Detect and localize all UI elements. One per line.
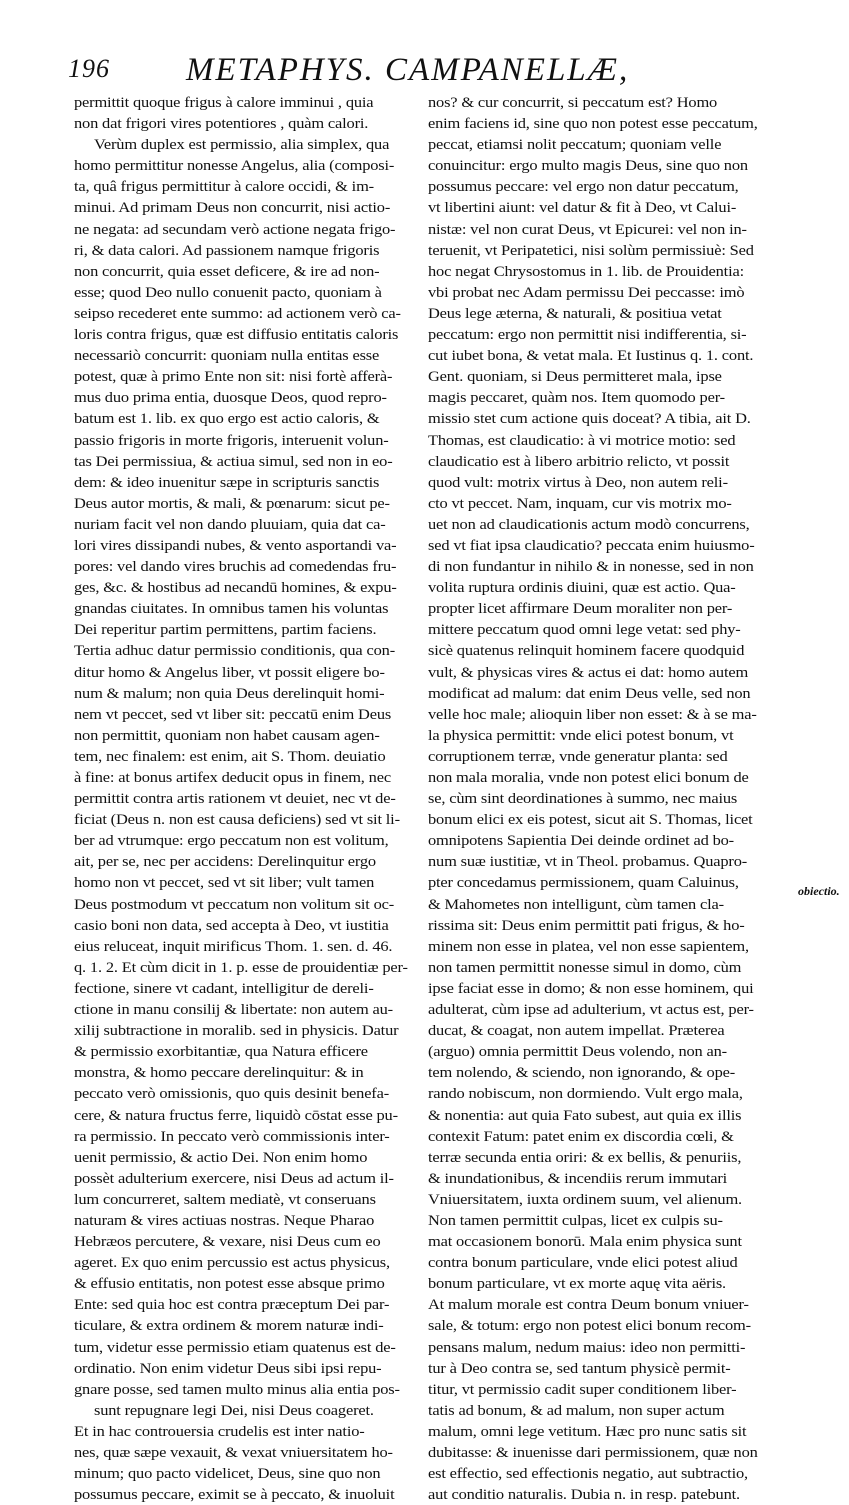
text-line: mus duo prima entia, duosque Deos, quod repro- xyxy=(74,389,387,407)
text-line: minem non esse in platea, vel non esse sapientem, xyxy=(428,937,749,955)
text-line: uenit permissio, & actio Dei. Non enim homo xyxy=(74,1148,368,1166)
text-line: ducat, & coagat, non autem impellat. Præterea xyxy=(428,1022,725,1040)
text-line: sale, & totum: ergo non potest elici bonum recom- xyxy=(428,1317,751,1335)
text-line: nes, quæ sæpe vexauit, & vexat vniuersitatem ho- xyxy=(74,1444,393,1461)
text-line: claudicatio est à libero arbitrio relicto, vt possit xyxy=(428,452,730,470)
text-line: Thomas, est claudicatio: à vi motrice motio: sed xyxy=(428,431,736,449)
text-line: non permittit, quoniam non habet causam agen- xyxy=(74,726,380,744)
text-line: tas Dei permissiua, & actiua simul, sed non in eo- xyxy=(74,452,393,470)
text-line: terræ secunda entia oriri: & ex bellis, & penuriis, xyxy=(428,1148,742,1166)
text-line: naturam & vires actiuas nostras. Neque Pharao xyxy=(74,1211,375,1229)
text-line: ticulare, & extra ordinem & morem naturæ indi- xyxy=(74,1317,384,1335)
text-line: cere, & natura fructus ferre, liquidò cōstat esse pu- xyxy=(74,1106,398,1124)
text-line: contexit Fatum: patet enim ex discordia cœli, & xyxy=(428,1127,734,1145)
text-line: Hebræos percutere, & vexare, nisi Deus cum eo xyxy=(74,1233,381,1251)
text-line: non mala moralia, vnde non potest elici bonum de xyxy=(428,769,749,786)
text-line: ficiat (Deus n. non est causa deficiens) sed vt sit li- xyxy=(74,811,400,829)
text-line: conuincitur: ergo multo magis Deus, sine quo non xyxy=(428,157,748,175)
text-line: & effusio entitatis, non potest esse absque primo xyxy=(74,1275,385,1293)
text-line: sicè quatenus relinquit hominem facere quodquid xyxy=(428,642,745,660)
text-line: volita ruptura ordinis diuini, quæ est actio. Qua- xyxy=(428,579,736,597)
text-line: sed vt fiat ipsa claudicatio? peccata enim huiusmo- xyxy=(428,536,755,554)
text-line: lori vires dissipandi nubes, & vento asportandi va- xyxy=(74,536,397,554)
text-line: loris contra frigus, quæ est diffusio entitatis caloris xyxy=(74,326,399,344)
text-line: minui. Ad primam Deus non concurrit, nisi actio- xyxy=(74,199,391,217)
text-line: ordinatio. Non enim videtur Deus sibi ipsi repu- xyxy=(74,1359,382,1377)
text-line: passio frigoris in morte frigoris, interuenit volun- xyxy=(74,431,389,449)
text-line: di non fundantur in nihilo & in nonesse, sed in non xyxy=(428,558,754,576)
text-line: At malum morale est contra Deum bonum vniuer- xyxy=(428,1296,749,1314)
text-line: tatis ad bonum, & ad malum, non super actum xyxy=(428,1401,725,1419)
text-line: batum est 1. lib. ex quo ergo est actio caloris, & xyxy=(74,410,380,428)
text-line: aut conditio naturalis. Dubia n. in resp. patebunt. xyxy=(428,1486,740,1504)
text-line: tem nolendo, & sciendo, non ignorando, & ope- xyxy=(428,1064,736,1082)
text-line: non concurrit, quia esset deficere, & ire ad non- xyxy=(74,262,380,280)
text-line: missio stet cum actione quis doceat? A tibia, ait D. xyxy=(428,410,751,428)
text-line: Vniuersitatem, iuxta ordinem suum, vel alienum. xyxy=(428,1190,742,1208)
text-line: magis peccaret, quàm nos. Item quomodo per- xyxy=(428,389,725,407)
text-line: homo permittitur nonesse Angelus, alia (composi- xyxy=(74,157,395,175)
right-column xyxy=(428,92,768,1505)
text-line: casio boni non data, sed accepta à Deo, vt iustitia xyxy=(74,916,389,934)
text-line: Tertia adhuc datur permissio conditionis, qua con- xyxy=(74,642,395,660)
text-line: propter licet affirmare Deum moraliter non per- xyxy=(428,600,733,618)
text-line: velle hoc male; alioquin liber non esset: & à se ma- xyxy=(428,705,757,723)
text-line: tem, nec finalem: est enim, ait S. Thom. deuiatio xyxy=(74,747,386,765)
text-line: pter concedamus permissionem, quam Caluinus, xyxy=(428,874,739,892)
text-line: cto vt peccet. Nam, inquam, cur vis motrix mo- xyxy=(428,494,732,512)
text-line: monstra, & homo peccare derelinquitur: & in xyxy=(74,1064,364,1082)
text-line: (arguo) omnia permittit Deus volendo, non an- xyxy=(428,1043,727,1061)
text-line: gnandas ciuitates. In omnibus tamen his voluntas xyxy=(74,600,389,618)
text-line: adulterat, cùm ipse ad adulterium, vt actus est, per- xyxy=(428,1001,754,1019)
text-line: pores: vel dando vires bruchis ad comedendas fru- xyxy=(74,558,397,576)
text-line: contra bonum particulare, vnde elici potest aliud xyxy=(428,1254,738,1272)
text-line: gnare posse, sed tamen multo minus alia entia pos- xyxy=(74,1380,400,1398)
text-line: & nonentia: aut quia Fato subest, aut quia ex illis xyxy=(428,1106,742,1124)
text-line: nos? & cur concurrit, si peccatum est? Homo xyxy=(428,94,718,111)
text-line: xilij subtractione in moralib. sed in physicis. Datur xyxy=(74,1022,399,1040)
text-line: possèt adulterium exercere, nisi Deus ad actum il- xyxy=(74,1169,394,1187)
text-line: minum; quo pacto videlicet, Deus, sine quo non xyxy=(74,1465,381,1483)
text-line: homo non vt peccet, sed vt sit liber; vult tamen xyxy=(74,874,375,892)
text-line: la physica permittit: vnde elici potest bonum, vt xyxy=(428,726,734,744)
text-line: hoc negat Chrysostomus in 1. lib. de Prouidentia: xyxy=(428,262,744,280)
text-line: num & malum; non quia Deus derelinquit homi- xyxy=(74,684,385,702)
text-line: mat occasionem bonorū. Mala enim physica sunt xyxy=(428,1233,742,1251)
text-line: dubitasse: & inuenisse dari permissionem, quæ non xyxy=(428,1444,758,1461)
text-line: lum concurreret, saltem mediatè, vt conseruans xyxy=(74,1190,376,1208)
text-line: potest, quæ à primo Ente non sit: nisi fortè afferà- xyxy=(74,368,393,386)
text-line: ta, quâ frigus permittitur à calore occidi, & im- xyxy=(74,178,374,196)
text-line: bonum particulare, vt ex morte aquę vita aëris. xyxy=(428,1275,726,1293)
text-line: & Mahometes non intelligunt, cùm tamen cla- xyxy=(428,895,724,913)
text-line: mittere peccatum quod omni lege vetat: sed phy- xyxy=(428,621,741,639)
text-line: peccato verò omissionis, quo quis desinit benefa- xyxy=(74,1085,390,1103)
text-line: Verùm duplex est permissio, alia simplex, qua xyxy=(94,136,390,154)
text-line: ageret. Ex quo enim percussio est actus physicus, xyxy=(74,1254,390,1272)
text-line: & inundationibus, & incendiis rerum immutari xyxy=(428,1169,728,1187)
text-line: q. 1. 2. Et cùm dicit in 1. p. esse de prouidentiæ per- xyxy=(74,958,408,976)
text-line: peccatum: ergo non permittit nisi indifferentia, si- xyxy=(428,326,747,344)
text-line: permittit contra artis rationem vt deuiet, nec vt de- xyxy=(74,790,396,808)
text-line: uet non ad claudicationis actum modò concurrens, xyxy=(428,515,750,533)
text-line: possumus peccare: vel ergo non datur peccatum, xyxy=(428,178,739,196)
text-line: nuriam facit vel non dando pluuiam, quia dat ca- xyxy=(74,515,386,533)
text-line: ra permissio. In peccato verò commissionis inter- xyxy=(74,1127,390,1145)
text-line: esse; quod Deo nullo conuenit pacto, quoniam à xyxy=(74,283,382,301)
text-line: Gent. quoniam, si Deus permitteret mala, ipse xyxy=(428,368,722,386)
text-line: num suæ iustitiæ, vt in Theol. probamus. Quapro- xyxy=(428,853,748,871)
text-line: eius reluceat, inquit mirificus Thom. 1. sen. d. 46. xyxy=(74,937,393,955)
text-line: vult, & physicas vires & actus ei dat: homo autem xyxy=(428,663,749,681)
text-line: Deus lege æterna, & naturali, & positiua vetat xyxy=(428,304,722,322)
page-number: 196 xyxy=(68,54,110,83)
text-line: dem: & ideo inuenitur sæpe in scripturis sanctis xyxy=(74,473,380,491)
text-line: Dei reperitur partim permittens, partim faciens. xyxy=(74,621,377,639)
text-line: ri, & data calori. Ad passionem namque frigoris xyxy=(74,241,380,259)
left-column xyxy=(74,92,410,1505)
text-line: seipso recederet ente summo: ad actionem verò ca- xyxy=(74,304,401,322)
text-line: Ente: sed quia hoc est contra præceptum Dei par- xyxy=(74,1296,390,1314)
text-line: ges, &c. & hostibus ad necandū homines, & expu- xyxy=(74,579,397,597)
text-line: enim faciens id, sine quo non potest esse peccatum, xyxy=(428,115,758,133)
text-line: ait, per se, nec per accidens: Derelinquitur ergo xyxy=(74,853,376,871)
text-line: tum, videtur esse permissio etiam quatenus est de- xyxy=(74,1338,396,1356)
text-line: se, cùm sint deordinationes à summo, nec maius xyxy=(428,790,738,808)
text-line: cut iubet bona, & vetat mala. Et Iustinus q. 1. cont. xyxy=(428,347,754,365)
text-line: nem vt peccet, sed vt liber sit: peccatū enim Deus xyxy=(74,705,392,723)
text-line: Et in hac controuersia crudelis est inter natio- xyxy=(74,1422,365,1440)
text-line: ber ad vtrumque: ergo peccatum non est volitum, xyxy=(74,832,389,850)
running-head xyxy=(68,52,688,92)
text-line: non tamen permittit nonesse simul in domo, cùm xyxy=(428,958,742,976)
text-line: teruenit, vt Peripatetici, nisi solùm permissiuè: Sed xyxy=(428,241,754,259)
text-line: rissima sit: Deus enim permittit pati frigus, & ho- xyxy=(428,916,745,934)
text-line: pensans malum, nedum maius: ideo non permitti- xyxy=(428,1338,746,1356)
text-line: vt libertini aiunt: vel datur & fit à Deo, vt Calui- xyxy=(428,199,737,217)
text-line: ne negata: ad secundam verò actione negata frigo- xyxy=(74,220,396,238)
text-line: ipse faciat esse in domo; & non esse hominem, qui xyxy=(428,979,754,997)
text-line: peccat, etiamsi nolit peccatum; quoniam velle xyxy=(428,136,722,154)
text-line: Deus autor mortis, & mali, & pœnarum: sicut pe- xyxy=(74,494,390,512)
text-line: rando nobiscum, non dormiendo. Vult ergo mala, xyxy=(428,1085,743,1103)
text-line: tur à Deo contra se, sed tantum physicè permit- xyxy=(428,1359,731,1377)
margin-note: obiectio. xyxy=(798,884,840,898)
text-line: à fine: at bonus artifex deducit opus in finem, nec xyxy=(74,769,391,786)
text-line: possumus peccare, eximit se à peccato, & inuoluit xyxy=(74,1486,395,1504)
text-line: non dat frigori vires potentiores , quàm calori. xyxy=(74,115,369,133)
text-line: nistæ: vel non curat Deus, vt Epicurei: vel non in- xyxy=(428,220,747,238)
text-line: corruptionem terræ, vnde generatur planta: sed xyxy=(428,747,728,765)
text-line: ditur homo & Angelus liber, vt possit eligere bo- xyxy=(74,663,385,681)
text-line: necessariò concurrit: quoniam nulla entitas esse xyxy=(74,347,380,365)
text-line: vbi probat nec Adam permissu Dei peccasse: imò xyxy=(428,283,745,301)
text-line: Non tamen permittit culpas, licet ex culpis su- xyxy=(428,1211,723,1229)
text-line: est effectio, sed effectionis negatio, aut subtractio, xyxy=(428,1465,748,1483)
text-line: bonum elici ex eis potest, sicut ait S. Thomas, licet xyxy=(428,811,753,829)
text-line: & permissio exorbitantiæ, qua Natura efficere xyxy=(74,1043,368,1061)
text-line: sunt repugnare legi Dei, nisi Deus coageret. xyxy=(94,1401,374,1419)
running-title: METAPHYS. CAMPANELLÆ, xyxy=(186,52,630,88)
text-line: malum, omni lege vetitum. Hæc pro nunc satis sit xyxy=(428,1422,747,1440)
text-line: Deus postmodum vt peccatum non volitum sit oc- xyxy=(74,895,395,913)
text-line: permittit quoque frigus à calore imminui , quia xyxy=(74,94,374,111)
text-line: titur, vt permissio cadit super conditionem liber- xyxy=(428,1380,737,1398)
text-line: omnipotens Sapientia Dei deinde ordinet ad bo- xyxy=(428,832,734,850)
text-line: modificat ad malum: dat enim Deus velle, sed non xyxy=(428,684,751,702)
text-line: ctione in manu consilij & libertate: non autem au- xyxy=(74,1001,393,1019)
text-line: fectione, sinere vt cadant, intelligitur de dereli- xyxy=(74,979,374,997)
text-line: quod vult: motrix virtus à Deo, non autem reli- xyxy=(428,473,728,491)
